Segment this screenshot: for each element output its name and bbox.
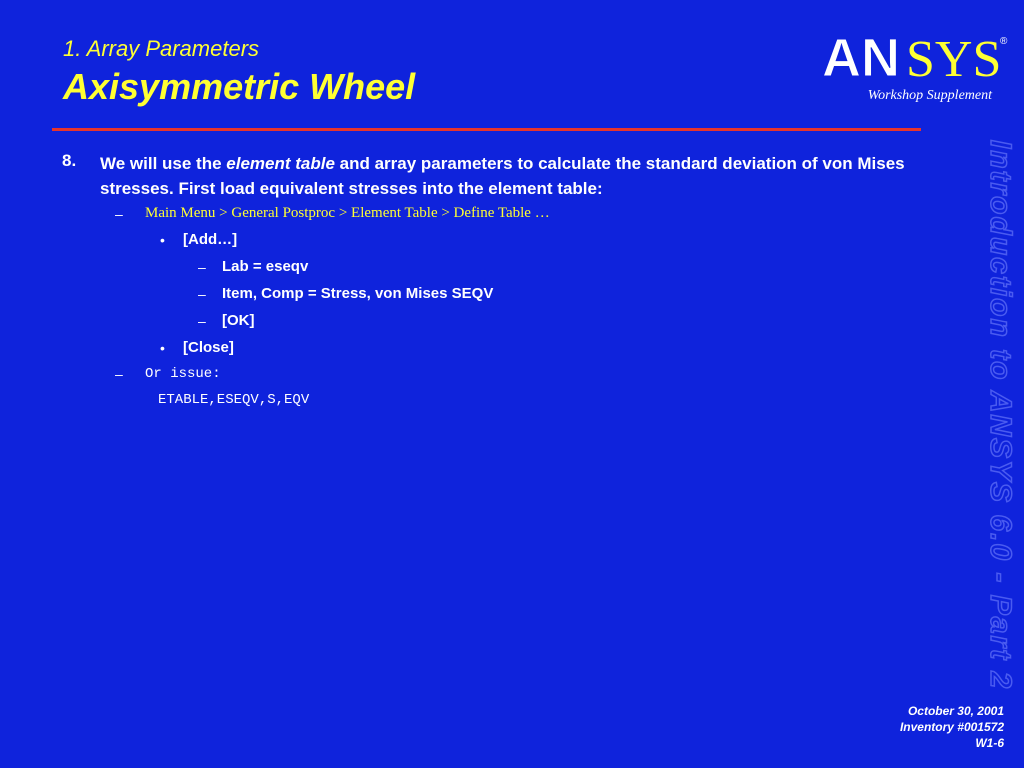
side-banner: Introduction to ANSYS 6.0 - Part 2 bbox=[984, 139, 1017, 691]
close-button-label: [Close] bbox=[183, 339, 234, 356]
dash-bullet: – bbox=[198, 313, 206, 329]
workshop-supplement-label: Workshop Supplement bbox=[867, 88, 992, 103]
step-number: 8. bbox=[62, 151, 77, 170]
footer-date: October 30, 2001 bbox=[907, 704, 1004, 718]
logo-sys: SYS bbox=[906, 31, 1002, 82]
footer bbox=[900, 703, 1004, 751]
slide-title: Axisymmetric Wheel bbox=[63, 66, 416, 107]
or-issue-label: Or issue: bbox=[145, 366, 221, 382]
item-comp-line: Item, Comp = Stress, von Mises SEQV bbox=[222, 285, 494, 302]
logo-an: AN bbox=[822, 30, 900, 82]
footer-inventory: Inventory #001572 bbox=[899, 720, 1004, 734]
step-text-pre: We will use the bbox=[100, 154, 227, 173]
logo-registered: ® bbox=[1000, 36, 1008, 47]
add-button-label: [Add…] bbox=[183, 231, 238, 248]
step-text-post: and array parameters to calculate the standard deviation of von Mises stresses. First load equivalent stresses into the element table: bbox=[100, 154, 905, 198]
dash-bullet: – bbox=[115, 366, 123, 382]
step-text bbox=[100, 151, 930, 201]
dash-bullet: – bbox=[115, 206, 123, 222]
slide-section-title: 1. Array Parameters bbox=[63, 36, 260, 61]
dash-bullet: – bbox=[198, 286, 206, 302]
lab-line: Lab = eseqv bbox=[222, 258, 309, 275]
menu-path: Main Menu > General Postproc > Element Table > Define Table … bbox=[145, 205, 550, 221]
footer-page-number: W1-6 bbox=[975, 736, 1004, 750]
bullet-dot: • bbox=[160, 232, 165, 248]
etable-command: ETABLE,ESEQV,S,EQV bbox=[158, 392, 310, 408]
dash-bullet: – bbox=[198, 259, 206, 275]
bullet-dot: • bbox=[160, 340, 165, 356]
ok-button-label: [OK] bbox=[222, 312, 255, 329]
step-text-emphasis: element table bbox=[226, 154, 335, 173]
